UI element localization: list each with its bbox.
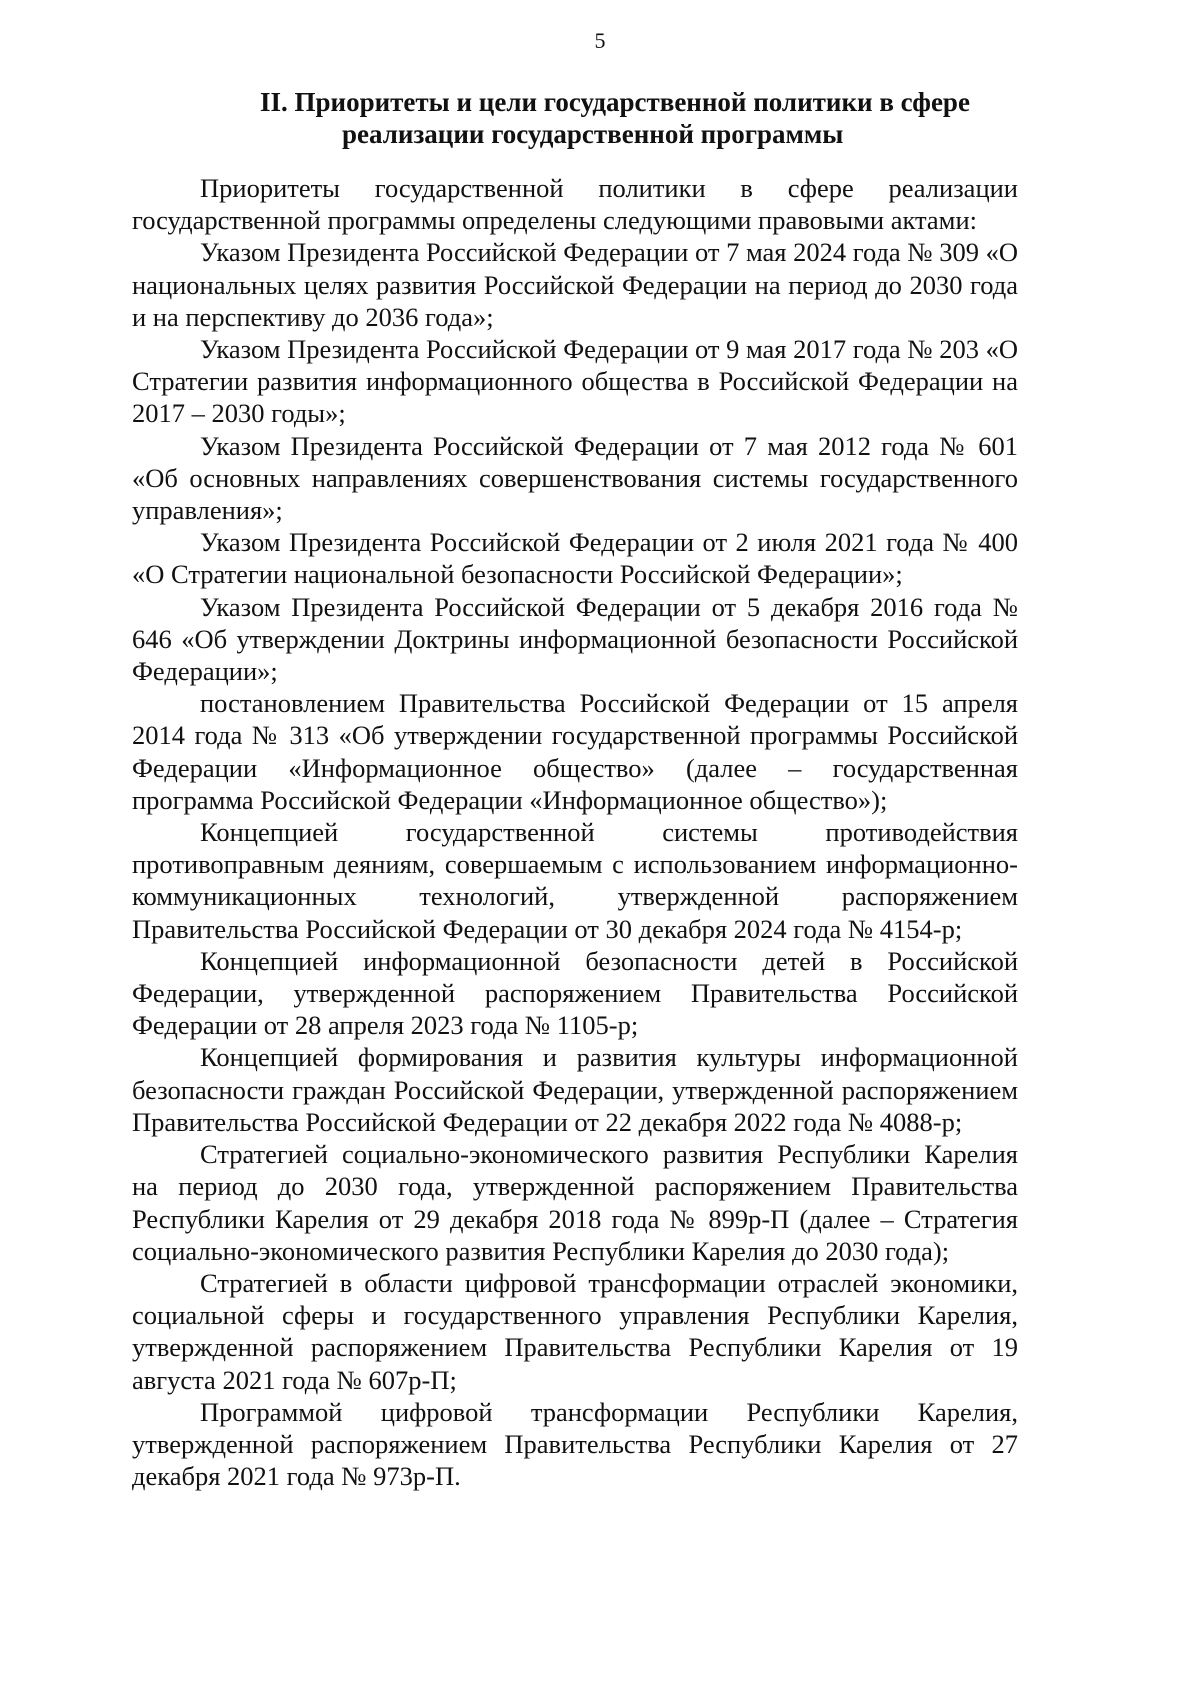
- intro-paragraph: Приоритеты государственной политики в сфере реализации государственной программы определены следующими правовыми актами:: [132, 173, 1018, 236]
- document-body: [132, 172, 1018, 1492]
- legal-act-strategy-607: Стратегией в области цифровой трансформации отраслей экономики, социальной сферы и государственного управления Республики Карелия, утвержденной распоряжением Правительства Республики Карелия от 19 августа 2021 года № 607р-П;: [132, 1267, 1018, 1395]
- legal-act-decree-309: Указом Президента Российской Федерации от 7 мая 2024 года № 309 «О национальных целях развития Российской Федерации на период до 2030 года и на перспективу до 2036 года»;: [132, 237, 1018, 332]
- legal-act-program-973: Программой цифровой трансформации Республики Карелия, утвержденной распоряжением Правительства Республики Карелия от 27 декабря 2021 года № 973р-П.: [132, 1396, 1018, 1492]
- legal-act-decree-646: Указом Президента Российской Федерации от 5 декабря 2016 года № 646 «Об утверждении Доктрины информационной безопасности Российской Федерации»;: [132, 591, 1018, 687]
- legal-act-decree-400: Указом Президента Российской Федерации от 2 июля 2021 года № 400 «О Стратегии национальной безопасности Российской Федерации»;: [132, 527, 1018, 590]
- legal-act-concept-4154: Концепцией государственной системы противодействия противоправным деяниям, совершаемым с использованием информационно-коммуникационных технологий, утвержденной распоряжением Правительства Российской Федерации от 30 декабря 2024 года № 4154-р;: [132, 817, 1018, 944]
- section-heading: [260, 86, 1020, 150]
- legal-act-concept-1105: Концепцией информационной безопасности детей в Российской Федерации, утвержденной распоряжением Правительства Российской Федерации от 28 апреля 2023 года № 1105-р;: [132, 945, 1018, 1041]
- legal-act-decree-203: Указом Президента Российской Федерации от 9 мая 2017 года № 203 «О Стратегии развития информационного общества в Российской Федерации на 2017 – 2030 годы»;: [132, 334, 1018, 429]
- page-number: 5: [594, 28, 606, 53]
- section-heading-line-1: II. Приоритеты и цели государственной политики в сфере: [260, 87, 970, 117]
- section-heading-line-2: реализации государственной программы: [342, 119, 844, 149]
- legal-act-concept-4088: Концепцией формирования и развития культуры информационной безопасности граждан Российской Федерации, утвержденной распоряжением Правительства Российской Федерации от 22 декабря 2022 года № 4088-р;: [132, 1042, 1018, 1137]
- legal-act-resolution-313: постановлением Правительства Российской Федерации от 15 апреля 2014 года № 313 «Об утверждении государственной программы Российской Федерации «Информационное общество» (далее – государственная программа Российской Федерации «Информационное общество»);: [132, 688, 1018, 815]
- legal-act-decree-601: Указом Президента Российской Федерации от 7 мая 2012 года № 601 «Об основных направлениях совершенствования системы государственного управления»;: [132, 430, 1018, 526]
- legal-act-strategy-899: Стратегией социально-экономического развития Республики Карелия на период до 2030 года, утвержденной распоряжением Правительства Республики Карелия от 29 декабря 2018 года № 899р-П (далее – Стратегия социально-экономического развития Республики Карелия до 2030 года);: [132, 1139, 1018, 1266]
